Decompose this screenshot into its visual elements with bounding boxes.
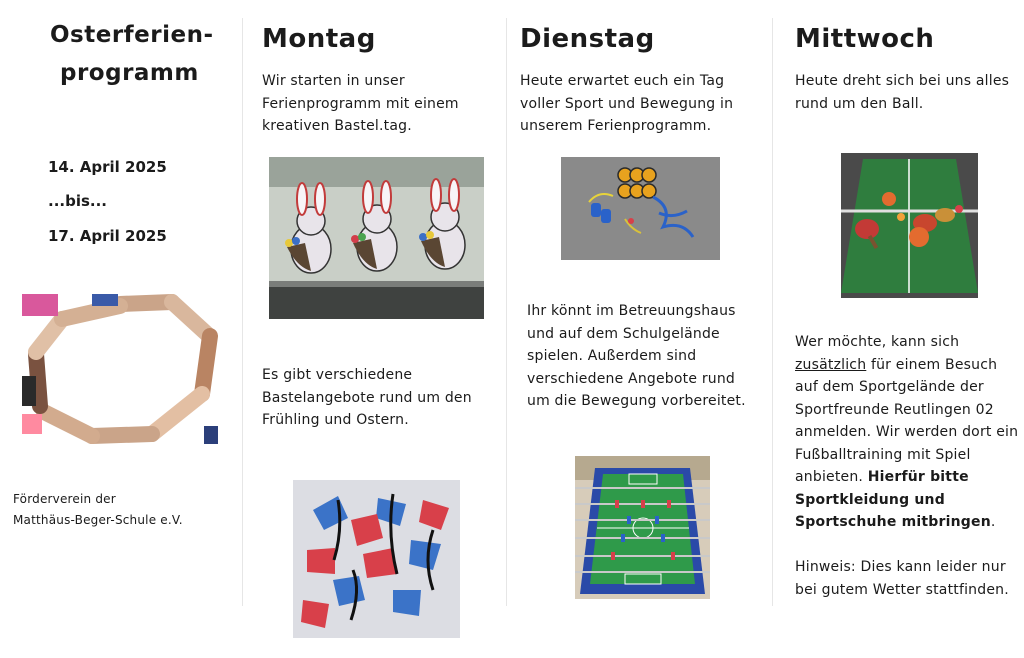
monday-intro-text: Wir starten in unser Ferienprogramm mit einem kreativen Bastel.tag. [262,73,459,134]
tuesday-activities-text: Ihr könnt im Betreuungshaus und auf dem Schulgelände spielen. Außerdem sind verschiedene Angebote rund um die Bewegung vorbereitet. [527,303,746,409]
foosball-table-photo [575,456,710,599]
tuesday-intro-text: Heute erwartet euch ein Tag voller Sport und Bewegung in unserem Ferienprogramm. [520,73,734,134]
registration-text-bold: Hierfür bitte Sportkleidung und Sportschuhe mitbringen [795,469,991,530]
program-title-line1: Osterferien- [50,22,214,48]
column-divider [506,18,507,606]
column-divider [772,18,773,606]
sport-equipment-photo [561,157,720,260]
date-end: 17. April 2025 [48,227,167,245]
wednesday-intro-text: Heute dreht sich bei uns alles rund um den Ball. [795,73,1010,112]
organizer-line1: Förderverein der [13,492,116,506]
date-start: 14. April 2025 [48,158,167,176]
hands-circle-photo [22,294,218,444]
monday-title: Montag [262,24,376,54]
weather-hint-text: Hinweis: Dies kann leider nur bei gutem Wetter stattfinden. [795,559,1009,598]
column-divider [242,18,243,606]
monday-craft-text: Es gibt verschiedene Bastelangebote rund um den Frühling und Ostern. [262,367,472,428]
wednesday-registration-text [795,331,1019,534]
table-tennis-photo [841,153,978,298]
registration-text-a: Wer möchte, kann sich [795,334,960,350]
organizer-line2: Matthäus-Beger-Schule e.V. [13,513,183,527]
registration-text-underlined: zusätzlich [795,356,867,373]
program-title-line2: programm [60,60,199,86]
registration-text-end: . [990,514,996,530]
easter-bunny-window-photo [269,157,484,319]
date-separator: ...bis... [48,192,107,210]
registration-text-b: für einem Besuch auf dem Sportgelände der Sportfreunde Reutlingen 02 anmelden. Wir werden dort ein Fußballtraining mit Spiel anbieten. [795,356,1019,485]
paper-butterflies-photo [293,480,460,638]
wednesday-title: Mittwoch [795,24,935,54]
tuesday-title: Dienstag [520,24,655,54]
